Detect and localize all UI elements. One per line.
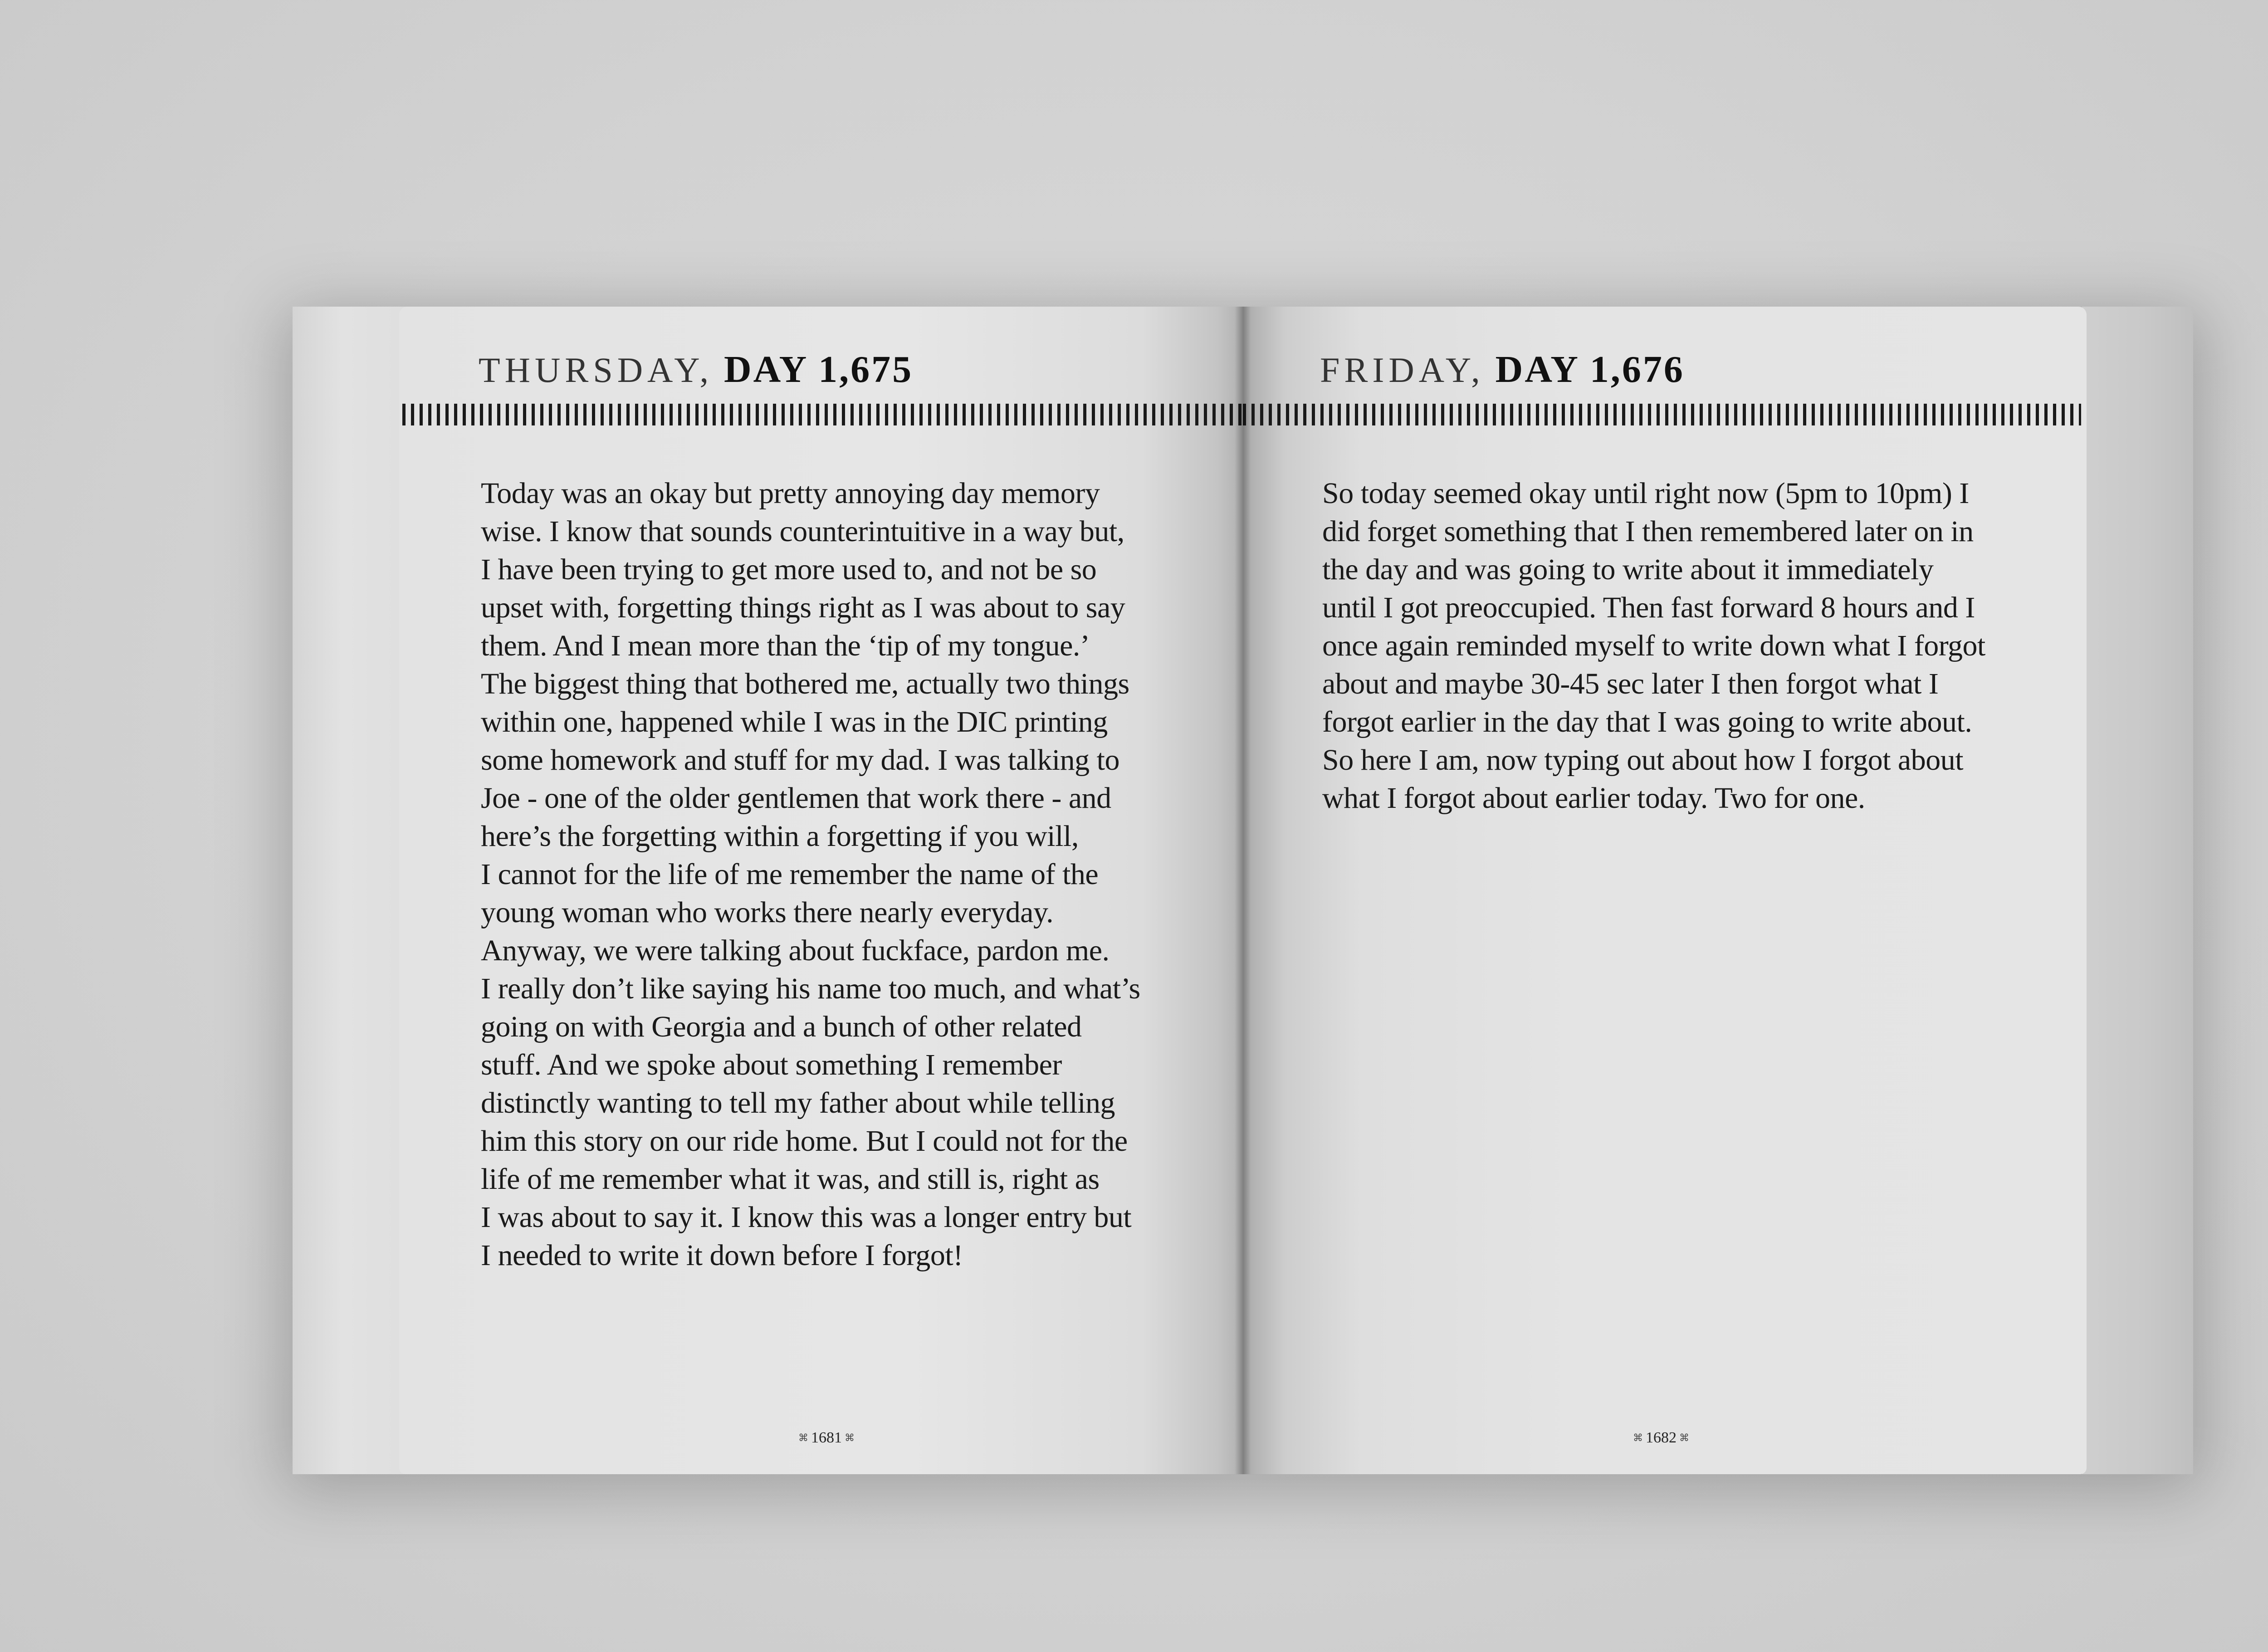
right-journal-entry: So today seemed okay until right now (5pm to 10pm) I did forget something that I then remembered later on in the day and was going to write about it immediately until I got preoccupied. Then fast forward 8 hours and I once again reminded myself to write down what I forgot about and maybe 30-45 sec later I then forgot what I forgot earlier in the day that I was going to write about. So here I am, now typing out about how I forgot about what I forgot about earlier today. Two for one. bbox=[1322, 477, 1985, 815]
left-page bbox=[399, 307, 1243, 1474]
right-page bbox=[1243, 307, 2087, 1474]
left-journal-entry: Today was an okay but pretty annoying day memory wise. I know that sounds counterintuitive in a way but, I have been trying to get more used to, and not be so upset with, forgetting things right as I was about to say them. And I mean more than the ‘tip of my tongue.’ The biggest thing that bothered me, actually two things within one, happened while I was in the DIC printing some homework and stuff for my dad. I was talking to Joe - one of the older gentlemen that work there - and here’s the forgetting within a forgetting if you will, I cannot for the life of me remember the name of the young woman who works there nearly everyday. Anyway, we were talking about fuckface, pardon me. I really don’t like saying his name too much, and what’s going on with Georgia and a bunch of other related stuff. And we spoke about something I remember distinctly wanting to tell my father about while telling him this story on our ride home. But I could not for the life of me remember what it was, and still is, right as I was about to say it. I know this was a longer entry but I needed to write it down before I forgot! bbox=[481, 477, 1140, 1272]
right-day-number: DAY 1,676 bbox=[1495, 348, 1685, 391]
ornament-icon: ⌘ bbox=[845, 1432, 855, 1443]
right-page-number bbox=[1633, 1429, 1689, 1447]
book-gutter bbox=[1235, 307, 1251, 1474]
right-day-name: FRIDAY, bbox=[1320, 350, 1485, 390]
right-page-number-label: 1682 bbox=[1646, 1429, 1677, 1446]
ornament-icon: ⌘ bbox=[1633, 1432, 1643, 1443]
back-cover-right-edge bbox=[2082, 307, 2193, 1474]
left-page-number bbox=[798, 1429, 855, 1447]
right-header-rule bbox=[1243, 404, 2081, 425]
left-header-rule bbox=[402, 404, 1243, 425]
left-day-name: THURSDAY, bbox=[479, 350, 713, 390]
left-day-number: DAY 1,675 bbox=[723, 348, 914, 391]
ornament-icon: ⌘ bbox=[1679, 1432, 1689, 1443]
right-day-header bbox=[1320, 347, 1685, 391]
left-page-number-label: 1681 bbox=[811, 1429, 842, 1446]
ornament-icon: ⌘ bbox=[798, 1432, 808, 1443]
back-cover-left-edge bbox=[293, 307, 415, 1474]
left-day-header bbox=[479, 347, 914, 391]
